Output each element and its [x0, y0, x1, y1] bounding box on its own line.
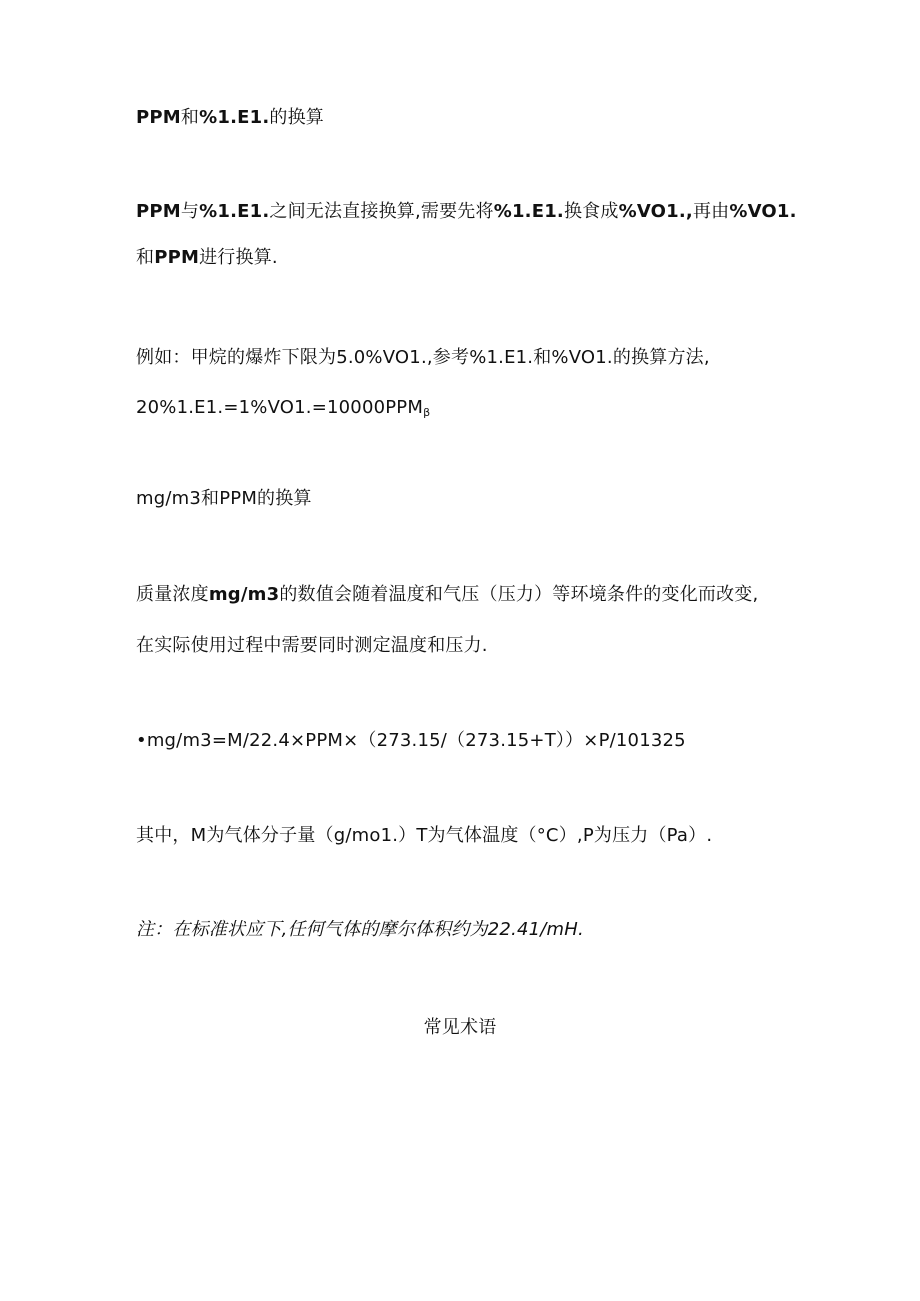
section-title-common-terms: 常见术语	[423, 1017, 497, 1038]
text-segment: 质量浓度	[136, 584, 209, 605]
text-segment: 和	[180, 107, 200, 128]
example-methane-line-1: 例如：甲烷的爆炸下限为5.0%VO1.,参考%1.E1.和%VO1.的换算方法,	[136, 347, 710, 368]
example-equation-suffix: β	[423, 406, 431, 419]
text-segment: 的换算	[269, 107, 324, 128]
text-segment: 换食成	[563, 201, 619, 222]
text-segment: PPM	[136, 107, 181, 128]
text-segment: 和	[136, 247, 155, 268]
text-segment: PPM	[154, 247, 200, 268]
text-segment: 进行换算.	[199, 247, 278, 268]
heading-mgm3-ppm-conversion: mg/m3和PPM的换算	[136, 488, 312, 509]
heading-ppm-lel-conversion	[136, 106, 324, 130]
text-segment: %1.E1.	[493, 201, 564, 222]
text-segment: %VO1.,	[618, 201, 693, 222]
paragraph-mass-concentration-line-1	[136, 583, 758, 607]
paragraph-mass-concentration-line-2: 在实际使用过程中需要同时测定温度和压力.	[136, 635, 488, 656]
conversion-formula: •mg/m3=M/22.4×PPM×（273.15/（273.15+T））×P/101325	[136, 730, 686, 751]
standard-conditions-note: 注：在标准状应下,任何气体的摩尔体积约为22.41/mH.	[136, 919, 584, 940]
example-equation: 20%1.E1.=1%VO1.=10000PPM	[136, 397, 424, 418]
text-segment: %1.E1.	[199, 201, 270, 222]
formula-variable-definitions: 其中，M为气体分子量（g/mo1.）T为气体温度（°C）,P为压力（Pa）.	[136, 825, 713, 846]
example-methane-line-2	[136, 396, 430, 425]
text-segment: mg/m3	[208, 584, 280, 605]
text-segment: %1.E1.	[199, 107, 270, 128]
text-segment: 与	[180, 201, 200, 222]
text-segment: 的数值会随着温度和气压（压力）等环境条件的变化而改变,	[279, 584, 759, 605]
text-segment: 再由	[692, 201, 730, 222]
text-segment: PPM	[136, 201, 181, 222]
paragraph-ppm-lel-line-2	[136, 246, 278, 270]
text-segment: 之间无法直接换算,需要先将	[269, 201, 494, 222]
text-segment: %VO1.	[729, 201, 797, 222]
paragraph-ppm-lel-line-1	[136, 200, 797, 224]
